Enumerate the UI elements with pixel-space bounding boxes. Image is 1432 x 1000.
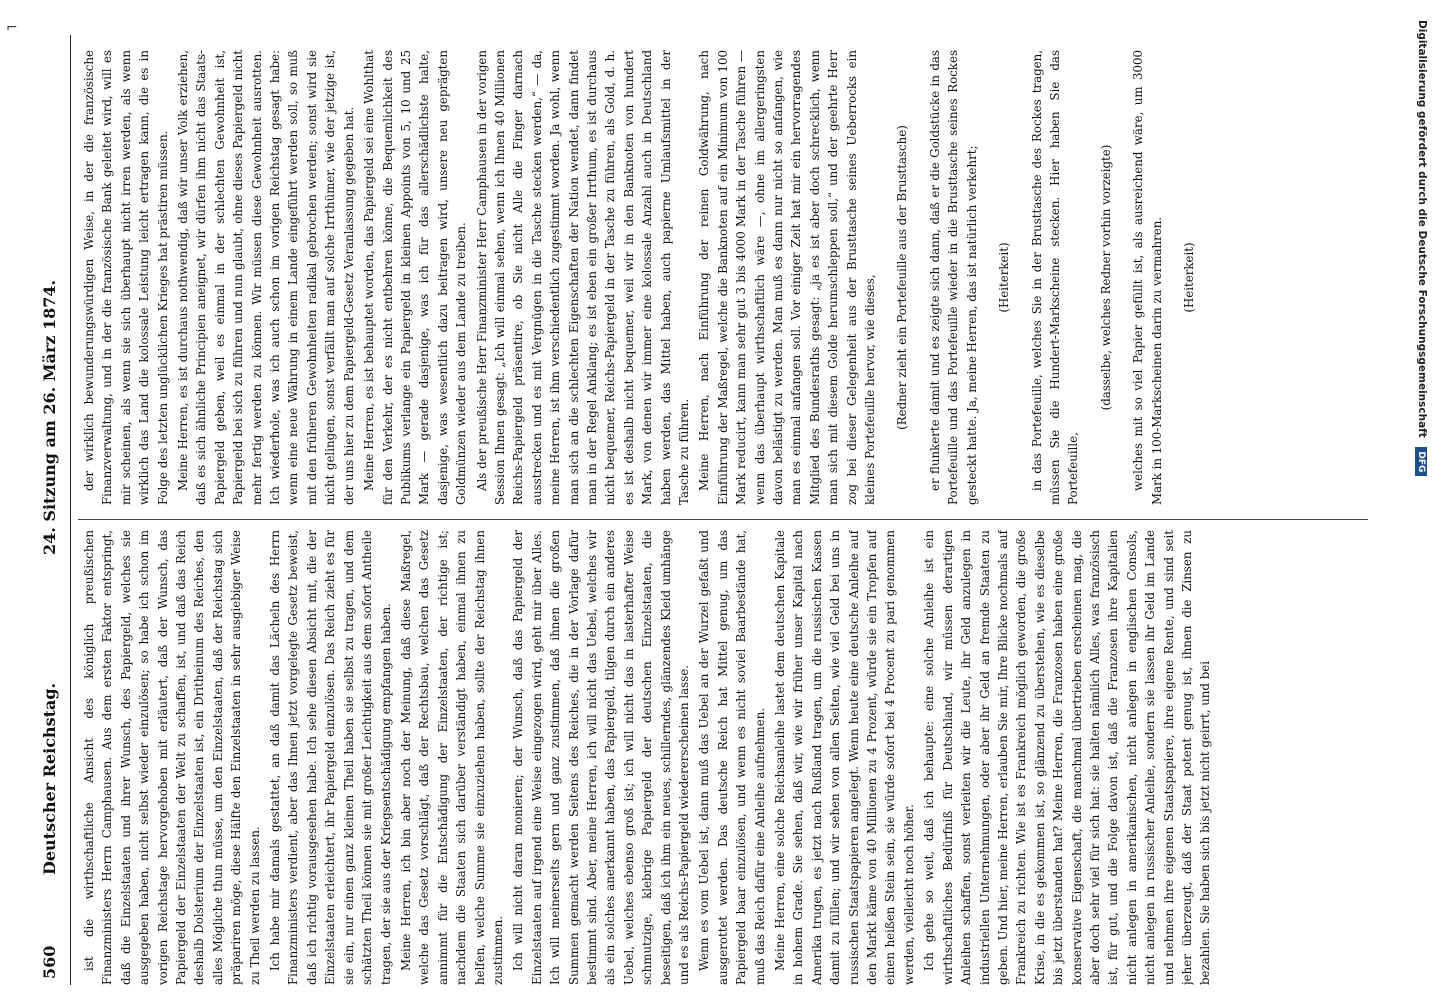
paragraph: Ich gehe so weit, daß ich behaupte: eine solche Anleihe ist ein wirthschaftliches Bedürfniß für Deutschland, wir müssen derartigen Anleihen schaffen, sonst verleiten wir die Leute, ihr Geld anzulegen in industriellen Unternehmungen, oder aber ihr Geld an fremde Staaten zu geben. Und hier, meine Herren, erlauben Sie mir, Ihre Blicke nochmals auf Frankreich zu richten. Wie ist es Frankreich möglich geworden, die große Krise, in die es gekommen ist, so glänzend zu überstehen, wie es dieselbe bis jetzt überstanden hat? Meine Herren, die Franzosen haben eine große konservative Eigenschaft, die manchmal übertrieben erscheinen mag, die aber doch sehr viel für sich hat: sie halten nämlich Alles, was französisch ist, für gut, und die Folge davon ist, daß die Franzosen ihre Kapitalien nicht anlegen in amerikanischen, nicht anlegen in englischen Consols, nicht anlegen in russischer Anleihe, sondern sie lassen ihr Geld im Lande und nehmen ihre eigenen Staatspapiere, ihre eigene Rente, und sind seit jeher überzeugt, daß der Staat potent genug ist, ihnen die Zinsen zu bezahlen. Sie haben sich bis jetzt nicht geirrt, und bei (922, 530, 1213, 985)
page-header (30, 35, 71, 985)
scan-margin-marks: ⌐ (6, 20, 18, 36)
paragraph: er flunkerte damit und es zeigte sich dann, daß er die Goldstücke in das Portefeuille und das Portefeuille wieder in die Brusttasche seines Rockes gesteckt hatte. Ja, meine Herren, das ist natürlich verkehrt; (927, 50, 979, 505)
paragraph: Als der preußische Herr Finanzminister Herr Camphausen in der vorigen Session Ihnen gesagt: „Ich will einmal sehen, wenn ich Ihnen 40 Millionen Reichs-Papiergeld präsentire, ob Sie nicht Alle die Finger darnach ausstrecken und es mit Vergnügen in die Tasche stecken werden,“ — da, meine Herren, ist ihm verschiedentlich zugestimmt worden. Ja wohl, wenn man sich an die schlechten Eigenschaften der Nation wendet, dann findet man in der Regel Anklang; es ist eben ein großer Irrthum, es ist durchaus nicht bequemer, Reichs-Papiergeld in der Tasche zu führen, als Gold, d. h. es ist deshalb nicht bequemer, weil wir in den Banknoten von hundert Mark, von denen wir immer eine kolossale Anzahl auch in Deutschland haben werden, das Mittel haben, auch papierne Umlaufsmittel in der Tasche zu führen. (474, 50, 691, 505)
paragraph: Ich will nicht daran monieren; der Wunsch, daß das Papiergeld der Einzelstaaten auf irgend eine Weise eingezogen wird, geht mir über Alles. Ich will meinerseits gern und ganz zustimmen, daß ihnen die großen Summen gemacht werden Seitens des Reiches, die in der Vorlage dafür bestimmt sind. Aber, meine Herren, ich will nicht das Uebel, welches wir als ein solches anerkannt haben, das Papiergeld, tilgen durch ein anderes Uebel, welches ebenso groß ist; ich will nicht das in lasterhafter Weise schmutzige, klebrige Papiergeld der deutschen Einzelstaaten, die beseitigen, daß ich ihm ein neues, schillerndes, glänzendes Kleid umhänge und es als Reichs-Papiergeld wiedererscheinen lasse. (511, 530, 691, 985)
paragraph: Meine Herren, es ist durchaus nothwendig, daß wir unser Volk erziehen, daß es sich ähnliche Principien aneignet, wir dürfen ihm nicht das Staats-Papiergeld geben, weil es einmal in der schlechten Gewohnheit ist, Papiergeld bei sich zu führen und nun glaubt, ohne dieses Papiergeld nicht mehr fertig werden zu können. Wir müssen diese Gewohnheit ausrotten. Ich wiederhole, was ich auch schon im vorigen Reichstag gesagt habe: wenn eine neue Währung in einem Lande eingeführt werden soll, so muß mit den früheren Gewohnheiten radikal gebrochen werden; sonst wird sie nicht gelingen, sonst verfällt man auf solche Irrthümer, wie der jetzige ist, der uns hier zu dem Papiergeld-Gesetz Veranlassung gegeben hat. (176, 50, 356, 505)
rotated-page-content (30, 35, 1390, 985)
paragraph: Meine Herren, es ist behauptet worden, das Papiergeld sei eine Wohlthat für den Verkehr, der es nicht entbehren könne, die Bequemlichkeit des Publikums verlange ein Papiergeld in kleinen Appoints von 5, 10 und 25 Mark — gerade dasjenige, was ich für das allerschädlichste halte, dasjenige, was wesentlich dazu beitragen wird, unsere neu geprägten Goldmünzen wieder aus dem Lande zu treiben. (362, 50, 469, 505)
session-title: 24. Sitzung am 26. März 1874. (40, 279, 59, 555)
right-column (80, 50, 1370, 505)
paragraph: der wirklich bewunderungswürdigen Weise, in der die französische Finanzverwaltung, und in der die französische Bank geleitet wird, will es mir scheinen, als wenn sie sich überhaupt nicht irren werden, als wenn wirklich das Land die kolossale Leistung leicht ertragen kann, die es in Folge des letzten unglücklichen Krieges hat prästiren müssen. (82, 50, 170, 505)
left-column (80, 530, 1370, 985)
publication-title: Deutscher Reichstag. (40, 682, 59, 875)
column-divider (78, 519, 1368, 520)
paragraph: ist die wirthschaftliche Ansicht des königlich preußischen Finanzministers Herrn Camphausen. Aus dem ersten Faktor entspringt, daß die Einzelstaaten und ihrer Wunsch, des Papiergeld, welches sie ausgegeben haben, nicht selbst wieder einzulösen; so habe ich schon im vorigen Reichstage hervorgehoben mit erläutert, daß der Wunsch, das Papiergeld der Einzelstaaten der Welt zu schaffen, ist, und daß das Reich deshalb Dolsterium der Einzelstaaten ist, ein Dritheinum des Reiches, den alles Mögliche thun müsse, um den Einzelstaaten, daß der Reichstag sich präpariren möge, diese Hälfte den Einzelstaaten in sehr ausgiebiger Weise zu Theil werden zu lassen. (82, 530, 262, 985)
paragraph: Meine Herren, nach Einführung der reinen Goldwährung, nach Einführung der Maßregel, welche die Banknoten auf ein Minimum von 100 Mark reducirt, kann man sehr gut 3 bis 4000 Mark in der Tasche führen — wenn das überhaupt wirthschaftlich wäre —, ohne im allergeringsten davon belästigt zu werden. Man muß es dann nur nicht so anfangen, wie man es einmal anfangen soll. Vor einiger Zeit hat mir ein hervorragendes Mitglied des Bundesraths gesagt: „ja es ist aber doch schrecklich, wenn man sich mit diesem Golde herumschleppen soll,“ und der geehrte Herr zog bei dieser Gelegenheit aus der Brusttasche seines Ueberrocks ein kleines Portefeuille hervor, wie dieses, (697, 50, 878, 505)
stage-direction: (Redner zieht ein Portefeuille aus der Brusttasche) (895, 125, 910, 430)
credit-text: Digitalisierung gefördert durch die Deutsche Forschungsgemeinschaft (1416, 20, 1428, 438)
dfg-logo: DFG (1415, 447, 1427, 476)
paragraph: welches mit so viel Papier gefüllt ist, als ausreichend wäre, um 3000 Mark in 100-Markscheinen darin zu vermahren. (1131, 50, 1164, 505)
stage-direction: (Heiterkeit) (1181, 242, 1196, 313)
digitization-credit (1412, 20, 1428, 980)
paragraph: Meine Herren, eine solche Reichsanleihe lastet dem deutschen Kapitale in hohem Grade. Sie sehen, daß wir, wie wir früher unser Kapital nach Amerika trugen, es jetzt nach Rußland tragen, um die russischen Kassen damit zu füllen; und wir sehen von allen Seiten, wie viel Geld bei uns in russischen Staatspapieren angelegt. Wenn heute eine deutsche Anleihe auf den Markt käme von 40 Millionen zu 4 Prozent, würde sie ein Tropfen auf einen heißen Stein sein, sie würde sofort bei 4 Procent zu pari genommen werden, vielleicht noch höher. (773, 530, 916, 985)
paragraph: Ich habe mir damals gestattet, an daß damit das Lächeln des Herrn Finanzministers verdient, aber das Ihnen jetzt vorgelegte Gesetz beweist, daß ich richtig vorausgesehen habe. Ich sehe diesen Absicht mit, die der Einzelstaaten erleichtert, ihr Papiergeld einzulösen. Das Reich zieht es für sie ein, nur einen ganz kleinen Theil haben sie selbst zu tragen, und dem schätzten Theil können sie mit großer Leichtigkeit aus dem sofort Antheile tragen, der sie aus der Kriegsentschädigung empfangen haben. (268, 530, 393, 985)
paragraph: Wenn es vom Uebel ist, dann muß das Uebel an der Wurzel gefaßt und ausgerottet werden. Das deutsche Reich hat Mittel genug, um das Papiergeld baar einzulösen, und wenn es nicht soviel Baarbestände hat, muß das Reich dafür eine Anleihe aufnehmen. (697, 530, 767, 985)
paragraph: in das Portefeuille, welches Sie in der Brusttasche des Rockes tragen, müssen Sie die Hundert-Markscheine stecken. Hier haben Sie das Portefeuille, (1029, 50, 1081, 505)
page-number: 560 (40, 945, 59, 979)
stage-direction: (dasselbe, welches Redner vorhin vorzeigte) (1098, 144, 1113, 411)
stage-direction: (Heiterkeit) (997, 242, 1012, 313)
paragraph: Meine Herren, ich bin aber noch der Meinung, daß diese Maßregel, welche das Gesetz vorschlägt, daß der Rechtsbau, welchen das Gesetz annimmt für die Entschädigung der Einzelstaaten, der richtige ist; nachdem die Staaten sich darüber verständigt haben, einmal ihnen zu helfen, welche Summe sie einzuziehen haben, sollte der Reichstag ihnen zustimmen. (398, 530, 505, 985)
